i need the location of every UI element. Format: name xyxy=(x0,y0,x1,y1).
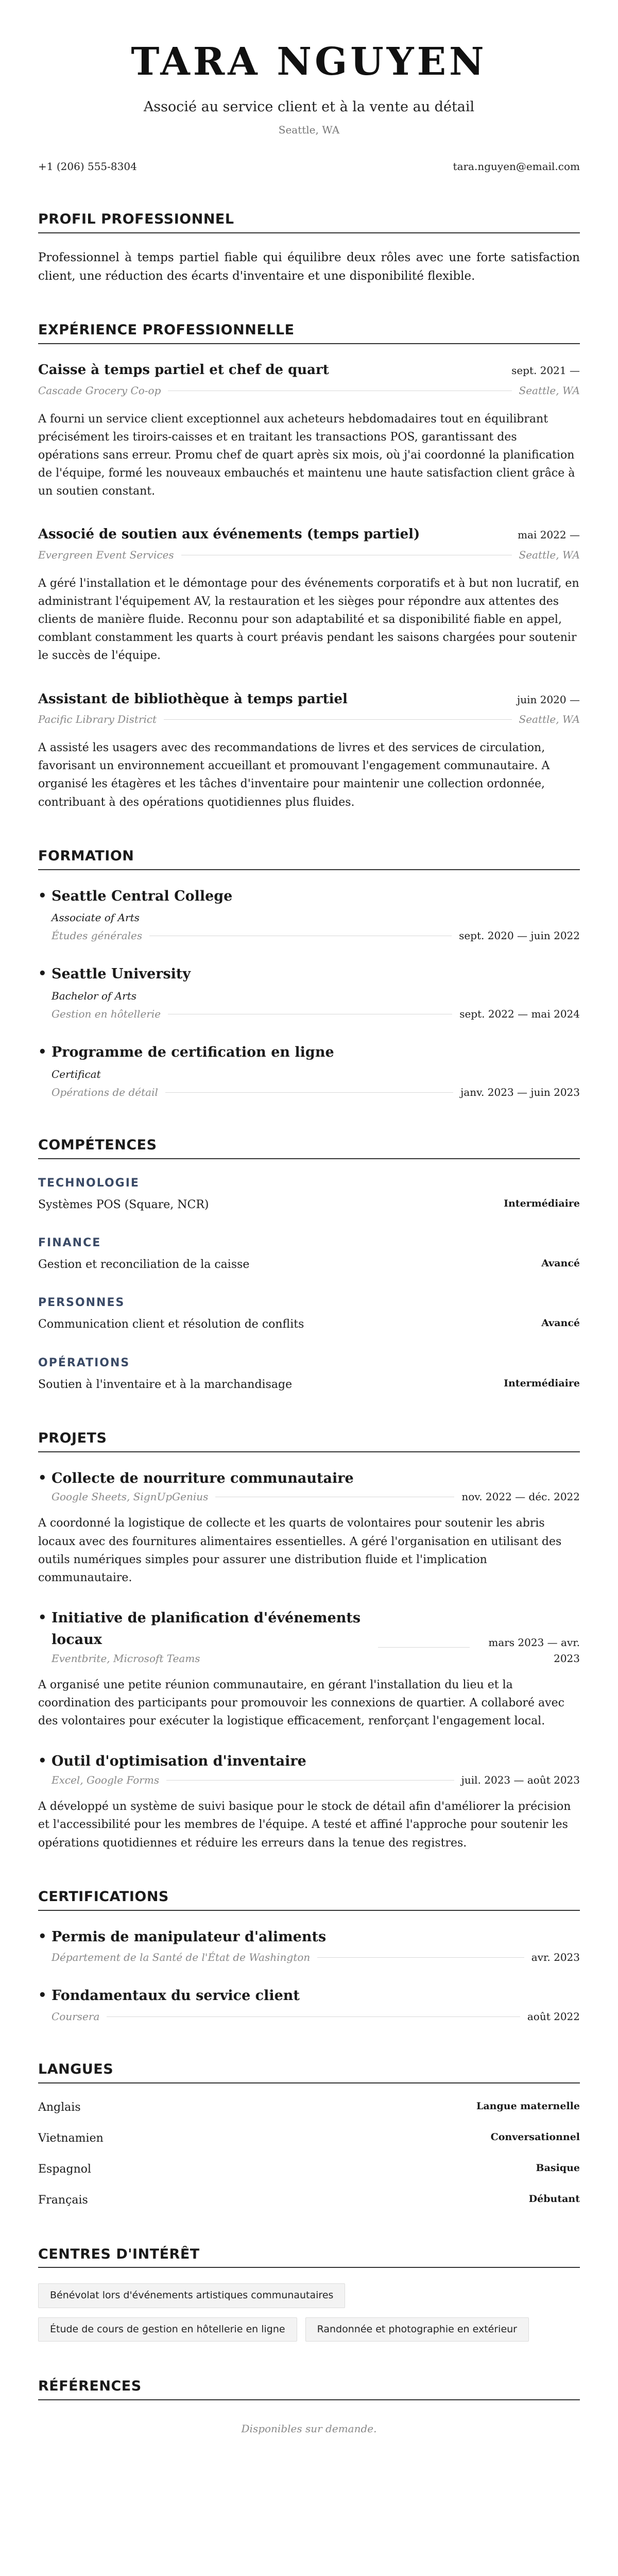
education-section xyxy=(38,845,580,1100)
certification-date: avr. 2023 xyxy=(531,1951,580,1964)
job-location: Seattle, WA xyxy=(519,713,580,725)
project-name: Collecte de nourriture communautaire xyxy=(52,1470,354,1486)
references-text: Disponibles sur demande. xyxy=(241,2422,377,2435)
language-name: Français xyxy=(38,2194,88,2207)
section-title: CERTIFICATIONS xyxy=(38,1886,580,1911)
dotted-divider xyxy=(107,2016,520,2017)
job-date: sept. 2021 — xyxy=(511,364,580,377)
interests-section xyxy=(38,2244,580,2342)
education-entry xyxy=(38,1042,580,1100)
profile-text: Professionnel à temps partiel fiable qui équilibre deux rôles avec une forte satisfaction client, une réduction des écarts d'inventaire et une disponibilité flexible. xyxy=(38,251,580,283)
certification-date: août 2022 xyxy=(527,2010,580,2023)
language-name: Anglais xyxy=(38,2101,81,2114)
education-date: janv. 2023 — juin 2023 xyxy=(460,1086,580,1099)
skill-category: TECHNOLOGIE xyxy=(38,1176,140,1190)
degree: Bachelor of Arts xyxy=(52,990,136,1003)
language-level: Langue maternelle xyxy=(476,2100,580,2112)
project-date: mars 2023 — avr. 2023 xyxy=(488,1636,580,1665)
job-entry xyxy=(38,360,580,500)
contact-row xyxy=(38,159,580,175)
dotted-divider xyxy=(165,1092,453,1093)
language-row xyxy=(38,2161,580,2178)
education-date: sept. 2020 — juin 2022 xyxy=(459,929,580,942)
project-name: Outil d'optimisation d'inventaire xyxy=(52,1753,306,1770)
language-row xyxy=(38,2130,580,2147)
skill-group xyxy=(38,1175,580,1214)
candidate-name: TARA NGUYEN xyxy=(131,40,487,84)
degree: Certificat xyxy=(52,1068,101,1081)
section-title: FORMATION xyxy=(38,845,580,870)
job-description: A assisté les usagers avec des recommandations de livres et des services de circulation, favorisant un environnement accueillant et promouvant l'engagement communautaire. A organisé les étagères et les tâches d'inventaire pour maintenir une collection ordonnée, contribuant à des opérations quotidiennes plus fluides. xyxy=(38,741,550,809)
project-description: A développé un système de suivi basique pour le stock de détail afin d'améliorer la précision et l'accessibilité pour les membres de l'équipe. A testé et affiné l'approche pour soutenir les opérations quotidiennes et réduire les erreurs dans la tenue des registres. xyxy=(38,1800,571,1850)
certification-name: Fondamentaux du service client xyxy=(52,1988,300,2004)
profile-section xyxy=(38,209,580,285)
field-of-study: Études générales xyxy=(52,929,143,942)
skill-name: Communication client et résolution de conflits xyxy=(38,1318,304,1331)
field-of-study: Opérations de détail xyxy=(52,1086,158,1099)
skills-section xyxy=(38,1134,580,1394)
dotted-divider xyxy=(317,1957,524,1958)
job-location: Seattle, WA xyxy=(519,384,580,397)
language-level: Basique xyxy=(536,2162,580,2174)
phone: +1 (206) 555-8304 xyxy=(38,160,137,173)
skill-name: Soutien à l'inventaire et à la marchandisage xyxy=(38,1378,293,1391)
school-name: Programme de certification en ligne xyxy=(52,1044,334,1061)
project-tools: Eventbrite, Microsoft Teams xyxy=(52,1652,200,1665)
location: Seattle, WA xyxy=(278,124,340,137)
bullet-icon: • xyxy=(38,1470,47,1486)
skill-level: Intermédiaire xyxy=(504,1377,580,1389)
projects-section xyxy=(38,1428,580,1852)
resume-header xyxy=(38,41,580,175)
job-entry xyxy=(38,524,580,665)
references-section xyxy=(38,2376,580,2437)
section-title: CENTRES D'INTÉRÊT xyxy=(38,2244,580,2268)
language-name: Vietnamien xyxy=(38,2132,104,2145)
education-date: sept. 2022 — mai 2024 xyxy=(459,1008,580,1021)
skill-name: Gestion et reconciliation de la caisse xyxy=(38,1258,250,1272)
section-title: COMPÉTENCES xyxy=(38,1134,580,1159)
employer: Cascade Grocery Co-op xyxy=(38,384,161,397)
section-title: RÉFÉRENCES xyxy=(38,2376,580,2400)
employer: Evergreen Event Services xyxy=(38,548,174,561)
bullet-icon: • xyxy=(38,1044,47,1060)
section-title: EXPÉRIENCE PROFESSIONNELLE xyxy=(38,319,580,344)
field-of-study: Gestion en hôtellerie xyxy=(52,1008,161,1021)
headline: Associé au service client et à la vente au détail xyxy=(143,99,475,115)
skill-category: PERSONNES xyxy=(38,1296,125,1310)
project-date: nov. 2022 — déc. 2022 xyxy=(461,1490,580,1503)
interest-tag: Bénévolat lors d'événements artistiques communautaires xyxy=(38,2283,345,2308)
job-description: A fourni un service client exceptionnel aux acheteurs hebdomadaires tout en équilibrant précisément les tiroirs-caisses et en traitant les transactions POS, garantissant des opérations sans erreur. Promu chef de quart après six mois, où j'ai coordonné la planification de l'équipe, formé les nouveaux embauchés et maintenu une haute satisfaction client grâce à un soutien constant. xyxy=(38,412,575,498)
project-tools: Excel, Google Forms xyxy=(52,1774,160,1787)
education-entry xyxy=(38,886,580,944)
bullet-icon: • xyxy=(38,1610,47,1626)
skill-category: OPÉRATIONS xyxy=(38,1356,130,1369)
language-level: Débutant xyxy=(528,2193,580,2205)
certification-issuer: Département de la Santé de l'État de Washington xyxy=(52,1951,311,1964)
school-name: Seattle University xyxy=(52,966,191,982)
dotted-divider xyxy=(164,719,511,720)
project-description: A coordonné la logistique de collecte et les quarts de volontaires pour soutenir les abris locaux avec des fournitures alimentaires essentielles. A géré l'organisation en utilisant des outils numériques simples pour assurer une distribution fluide et l'implication communautaire. xyxy=(38,1517,562,1584)
experience-section xyxy=(38,319,580,811)
dotted-divider xyxy=(378,1647,470,1648)
job-date: juin 2020 — xyxy=(517,693,580,706)
certification-name: Permis de manipulateur d'aliments xyxy=(52,1928,327,1945)
skill-level: Avancé xyxy=(541,1317,580,1329)
section-title: LANGUES xyxy=(38,2059,580,2083)
certification-entry xyxy=(38,1985,580,2025)
project-date: juil. 2023 — août 2023 xyxy=(461,1774,580,1787)
skill-level: Intermédiaire xyxy=(504,1198,580,1210)
section-title: PROJETS xyxy=(38,1428,580,1452)
language-name: Espagnol xyxy=(38,2163,92,2176)
skill-category: FINANCE xyxy=(38,1236,101,1250)
school-name: Seattle Central College xyxy=(52,888,233,904)
job-entry xyxy=(38,689,580,811)
bullet-icon: • xyxy=(38,888,47,904)
bullet-icon: • xyxy=(38,1988,47,2004)
certification-issuer: Coursera xyxy=(52,2010,100,2023)
bullet-icon: • xyxy=(38,966,47,982)
email: tara.nguyen@email.com xyxy=(453,160,580,173)
skill-level: Avancé xyxy=(541,1258,580,1269)
certifications-section xyxy=(38,1886,580,2025)
employer: Pacific Library District xyxy=(38,713,157,725)
project-entry xyxy=(38,1468,580,1587)
job-title: Associé de soutien aux événements (temps partiel) xyxy=(38,527,420,543)
job-title: Assistant de bibliothèque à temps partiel xyxy=(38,691,348,707)
project-description: A organisé une petite réunion communautaire, en gérant l'installation du lieu et la coordination des participants pour promouvoir les connexions de quartier. A collaboré avec des volontaires pour exécuter la logistique efficacement, renforçant l'engagement local. xyxy=(38,1678,564,1728)
certification-entry xyxy=(38,1926,580,1966)
job-description: A géré l'installation et le démontage pour des événements corporatifs et à but non lucratif, en administrant l'équipement AV, la restauration et les sièges pour répondre aux attentes des clients de manière fluide. Reconnu pour son adaptabilité et sa disponibilité fiable en appel, comblant constamment les quarts à court préavis pendant les saisons chargées pour soutenir le succès de l'équipe. xyxy=(38,577,579,663)
language-row xyxy=(38,2192,580,2209)
interest-tag: Randonnée et photographie en extérieur xyxy=(305,2317,529,2342)
bullet-icon: • xyxy=(38,1928,47,1944)
skill-group xyxy=(38,1294,580,1333)
job-location: Seattle, WA xyxy=(519,548,580,561)
project-name: Initiative de planification d'événements locaux xyxy=(52,1610,361,1648)
job-date: mai 2022 — xyxy=(518,529,580,541)
dotted-divider xyxy=(166,1780,454,1781)
skill-group xyxy=(38,1354,580,1394)
degree: Associate of Arts xyxy=(52,911,140,924)
interest-tags xyxy=(38,2283,580,2342)
section-title: PROFIL PROFESSIONNEL xyxy=(38,209,580,233)
skill-name: Systèmes POS (Square, NCR) xyxy=(38,1198,209,1212)
languages-section xyxy=(38,2059,580,2209)
project-tools: Google Sheets, SignUpGenius xyxy=(52,1490,209,1503)
interest-tag: Étude de cours de gestion en hôtellerie en ligne xyxy=(38,2317,297,2342)
project-entry xyxy=(38,1751,580,1852)
education-entry xyxy=(38,963,580,1022)
language-level: Conversationnel xyxy=(490,2131,580,2143)
skill-group xyxy=(38,1234,580,1274)
bullet-icon: • xyxy=(38,1753,47,1769)
job-title: Caisse à temps partiel et chef de quart xyxy=(38,362,329,378)
language-row xyxy=(38,2099,580,2116)
project-entry xyxy=(38,1607,580,1730)
